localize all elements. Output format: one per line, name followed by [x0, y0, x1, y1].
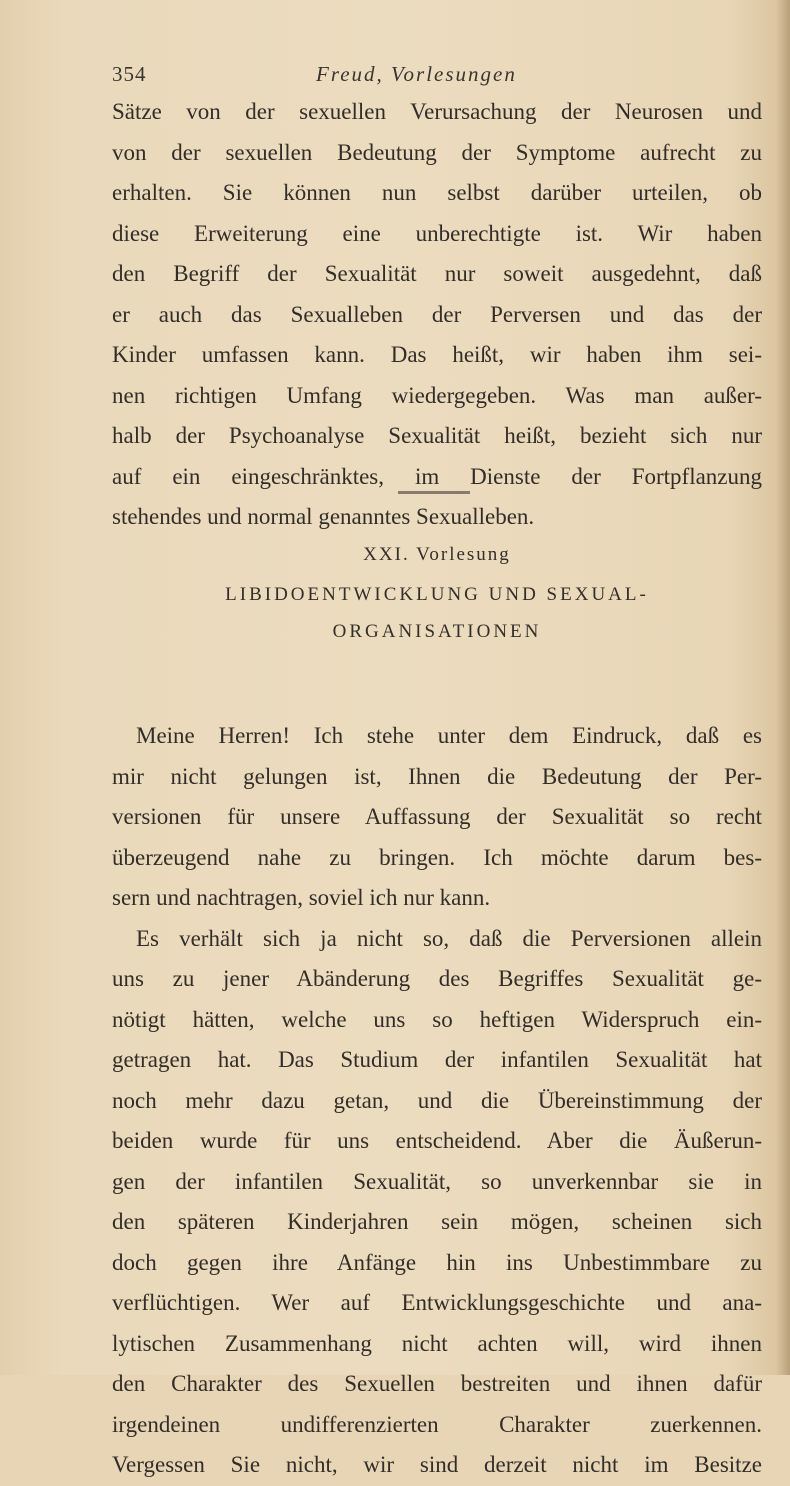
- text-line: irgendeinen undifferenzierten Charakter zuerkennen.: [112, 1411, 762, 1437]
- page-edge-shadow: [776, 0, 790, 1375]
- text-line: den Charakter des Sexuellen bestreiten und ihnen dafür: [112, 1371, 762, 1396]
- text-line: Vergessen Sie nicht, wir sind derzeit nicht im Besitze: [112, 1452, 762, 1477]
- text-line: stehendes und normal genanntes Sexualleben.: [112, 504, 535, 529]
- text-line: nen richtigen Umfang wiedergegeben. Was man außer-: [112, 382, 762, 408]
- paragraph-continued: [112, 92, 762, 538]
- text-line: mir nicht gelungen ist, Ihnen die Bedeutung der Per-: [112, 763, 762, 789]
- text-line: den Begriff der Sexualität nur soweit ausgedehnt, daß: [112, 261, 762, 286]
- text-line: erhalten. Sie können nun selbst darüber urteilen, ob: [112, 180, 762, 205]
- text-line: Meine Herren! Ich stehe unter dem Eindruck, daß es: [136, 723, 762, 748]
- text-line: noch mehr dazu getan, und die Übereinstimmung der: [112, 1087, 762, 1113]
- text-line: Kinder umfassen kann. Das heißt, wir haben ihm sei-: [112, 342, 762, 367]
- text-line: den späteren Kinderjahren sein mögen, scheinen sich: [112, 1209, 762, 1234]
- text-line: überzeugend nahe zu bringen. Ich möchte darum bes-: [112, 844, 762, 870]
- text-line: getragen hat. Das Studium der infantilen Sexualität hat: [112, 1047, 762, 1072]
- page-number: 354: [112, 62, 147, 86]
- text-line: uns zu jener Abänderung des Begriffes Sexualität ge-: [112, 966, 762, 991]
- text-line: lytischen Zusammenhang nicht achten will, wird ihnen: [112, 1330, 762, 1356]
- lecture-body: [112, 716, 762, 1486]
- text-line: auf ein eingeschränktes, im Dienste der Fortpflanzung: [112, 463, 762, 489]
- text-line: von der sexuellen Bedeutung der Symptome aufrecht zu: [112, 139, 762, 165]
- text-line: beiden wurde für uns entscheidend. Aber die Äußerun-: [112, 1128, 762, 1153]
- text-line: diese Erweiterung eine unberechtigte ist. Wir haben: [112, 220, 762, 246]
- page-header: [112, 62, 762, 92]
- lecture-label: XXI. Vorlesung: [363, 544, 511, 565]
- lecture-title-line-1: LIBIDOENTWICKLUNG UND SEXUAL-: [225, 584, 649, 605]
- text-line: versionen für unsere Auffassung der Sexualität so recht: [112, 804, 762, 829]
- text-line: nötigt hätten, welche uns so heftigen Widerspruch ein-: [112, 1006, 762, 1032]
- text-line: halb der Psychoanalyse Sexualität heißt, bezieht sich nur: [112, 423, 762, 448]
- text-line: gen der infantilen Sexualität, so unverkennbar sie in: [112, 1168, 762, 1194]
- text-line: verflüchtigen. Wer auf Entwicklungsgeschichte und ana-: [112, 1290, 762, 1315]
- text-line: sern und nachtragen, soviel ich nur kann.: [112, 885, 491, 910]
- section-divider: [398, 491, 470, 494]
- text-line: doch gegen ihre Anfänge hin ins Unbestimmbare zu: [112, 1249, 762, 1275]
- text-line: Es verhält sich ja nicht so, daß die Perversionen allein: [136, 925, 762, 951]
- text-line: er auch das Sexualleben der Perversen und das der: [112, 301, 762, 327]
- running-title: Freud, Vorlesungen: [316, 62, 517, 86]
- text-line: Sätze von der sexuellen Verursachung der Neurosen und: [112, 99, 762, 124]
- lecture-title-line-2: ORGANISATIONEN: [332, 621, 542, 642]
